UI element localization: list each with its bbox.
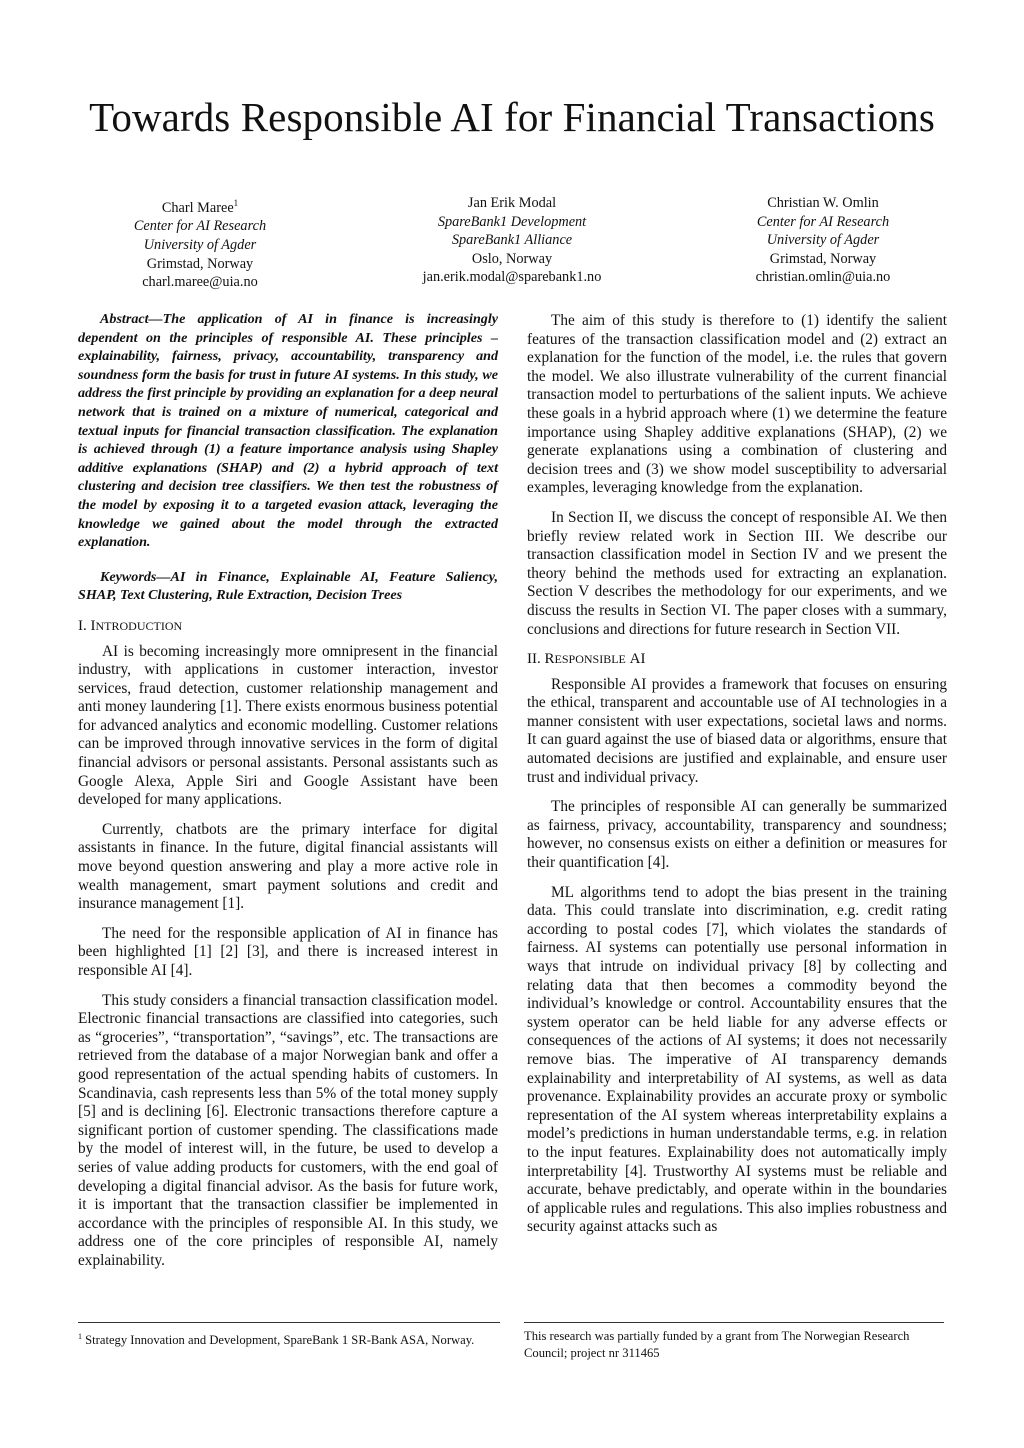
author-name: Charl Maree bbox=[161, 199, 234, 216]
footnote-divider-right bbox=[524, 1322, 944, 1323]
author-location: Grimstad, Norway bbox=[146, 255, 254, 272]
author-block-maree bbox=[50, 194, 350, 292]
author-block-omlin bbox=[673, 194, 973, 287]
paragraph: Currently, chatbots are the primary interface for digital assistants in finance. In the future, digital financial assistants will move beyond question answering and play a more active role in wealth management, smart payment solutions and credit and insurance management [1]. bbox=[78, 820, 498, 913]
abstract: Abstract—The application of AI in finance is increasingly dependent on the principles of responsible AI. These principles – explainability, fairness, privacy, accountability, transparency and soundness form the basis for trust in future AI systems. In this study, we address the first principle by providing an explanation for a deep neural network that is trained on a mixture of numerical, categorical and textual inputs for financial transaction classification. The explanation is achieved through (1) a feature importance analysis using Shapley additive explanations (SHAP) and (2) a hybrid approach of text clustering and decision tree classifiers. We then test the robustness of the model by exposing it to a targeted evasion attack, leveraging the knowledge we gained about the model through the extracted explanation. bbox=[78, 311, 498, 551]
section-initial: I bbox=[90, 617, 96, 634]
paragraph: ML algorithms tend to adopt the bias present in the training data. This could translate into discrimination, e.g. credit rating according to postal codes [7], which violates the standards of fairness. AI systems can potentially use personal information in ways that intrude on individual privacy [8] by collecting and relating data that then becomes a commodity beyond the individual’s knowledge or control. Accountability ensures that the system operator can be held liable for any adverse effects or consequences of the actions of AI systems; it does not necessarily remove bias. The imperative of AI transparency demands explainability and interpretability of AI systems, as well as data provenance. Explainability provides an accurate proxy or symbolic representation of the AI system whereas interpretability explains a model’s predictions in human understandable terms, e.g. in relation to the input features. Explainability does not automatically imply interpretability [4]. Trustworthy AI systems must be reliable and accurate, behave predictably, and operate within in the boundaries of applicable rules and regulations. This also implies robustness and security against attacks such as bbox=[527, 883, 947, 1236]
author-location: Oslo, Norway bbox=[471, 250, 553, 267]
paragraph: Responsible AI provides a framework that focuses on ensuring the ethical, transparent and accountable use of AI technologies in a manner consistent with user expectations, societal laws and norms. It can guard against the use of biased data or algorithms, ensure that automated decisions are justified and explainable, and ensure user trust and individual privacy. bbox=[527, 675, 947, 786]
section-heading-introduction bbox=[78, 617, 498, 636]
paper-title: Towards Responsible AI for Financial Transactions bbox=[89, 94, 935, 140]
author-org: University of Agder bbox=[766, 232, 880, 249]
author-org: University of Agder bbox=[143, 236, 257, 253]
author-block-modal bbox=[362, 194, 662, 287]
author-org: SpareBank1 Alliance bbox=[451, 232, 573, 249]
left-column bbox=[78, 310, 498, 1282]
paragraph: In Section II, we discuss the concept of responsible AI. We then briefly review related work in Section III. We describe our transaction classification model in Section IV and we present the theory behind the methods used for extracting an explanation. Section V describes the methodology for our experiments, and we discuss the results in Section VI. The paper closes with a summary, conclusions and directions for future research in Section VII. bbox=[527, 508, 947, 638]
section-initial: R bbox=[544, 651, 555, 668]
footnote-divider-left bbox=[78, 1322, 500, 1323]
footnote-right: This research was partially funded by a grant from The Norwegian Research Council; project nr 311465 bbox=[524, 1329, 910, 1360]
author-dept: Center for AI Research bbox=[756, 213, 890, 230]
author-footnote-mark: 1 bbox=[233, 198, 239, 208]
author-dept: SpareBank1 Development bbox=[437, 213, 587, 230]
paragraph: The principles of responsible AI can generally be summarized as fairness, privacy, accountability, transparency and soundness; however, no consensus exists on either a definition or measures for their quantification [4]. bbox=[527, 798, 947, 872]
author-dept: Center for AI Research bbox=[133, 218, 267, 235]
section-number: I. bbox=[78, 617, 87, 634]
section-title-tail: AI bbox=[629, 651, 646, 668]
paragraph: The need for the responsible application of AI in finance has been highlighted [1] [2] [3], and there is increased interest in responsible AI [4]. bbox=[78, 924, 498, 979]
author-location: Grimstad, Norway bbox=[769, 250, 877, 267]
author-email[interactable]: christian.omlin@uia.no bbox=[755, 269, 891, 286]
footnote-text: Strategy Innovation and Development, SpareBank 1 SR-Bank ASA, Norway. bbox=[85, 1333, 475, 1348]
footnote-mark: 1 bbox=[78, 1332, 82, 1341]
keywords: Keywords—AI in Finance, Explainable AI, Feature Saliency, SHAP, Text Clustering, Rule Extraction, Decision Trees bbox=[78, 568, 498, 604]
paragraph: The aim of this study is therefore to (1) identify the salient features of the transaction classification model and (2) extract an explanation for the function of the model, i.e. the rules that govern the model. We also illustrate vulnerability of the current financial transaction model to perturbations of the salient inputs. We achieve these goals in a hybrid approach where (1) we determine the feature importance using Shapley additive explanations (SHAP), (2) we generate explanations using a combination of clustering and decision trees and (3) we show model susceptibility to adversarial examples, leveraging knowledge from the explanation. bbox=[527, 312, 947, 497]
footnote-left bbox=[78, 1328, 498, 1349]
section-title-rest: ESPONSIBLE bbox=[554, 652, 626, 667]
author-email[interactable]: jan.erik.modal@sparebank1.no bbox=[422, 269, 602, 286]
author-email[interactable]: charl.maree@uia.no bbox=[142, 274, 258, 291]
paragraph: AI is becoming increasingly more omnipresent in the financial industry, with applications in customer interaction, investor services, fraud detection, customer relationship management and anti money laundering [1]. There exists enormous business potential for advanced analytics and economic modelling. Customer relations can be improved through innovative services in the form of digital financial advisors or personal assistants. Personal assistants such as Google Alexa, Apple Siri and Google Assistant have been developed for many applications. bbox=[78, 642, 498, 809]
right-column bbox=[527, 312, 947, 1248]
section-number: II. bbox=[527, 651, 541, 668]
author-name: Christian W. Omlin bbox=[767, 195, 879, 211]
author-name: Jan Erik Modal bbox=[467, 195, 557, 211]
section-title-rest: NTRODUCTION bbox=[95, 618, 183, 633]
section-heading-responsible-ai bbox=[527, 650, 947, 669]
paragraph: This study considers a financial transaction classification model. Electronic financial transactions are classified into categories, such as “groceries”, “transportation”, “savings”, etc. The transactions are retrieved from the database of a major Norwegian bank and offer a good representation of the actual spending habits of customers. In Scandinavia, cash represents less than 5% of the total money supply [5] and is declining [6]. Electronic transactions therefore capture a significant portion of customer spending. The classifications made by the model of interest will, in the future, be used to develop a series of value adding products for customers, with the end goal of developing a digital financial advisor. As the basis for future work, it is important that the transaction classifier be implemented in accordance with the principles of responsible AI. In this study, we address one of the core principles of responsible AI, namely explainability. bbox=[78, 991, 498, 1269]
